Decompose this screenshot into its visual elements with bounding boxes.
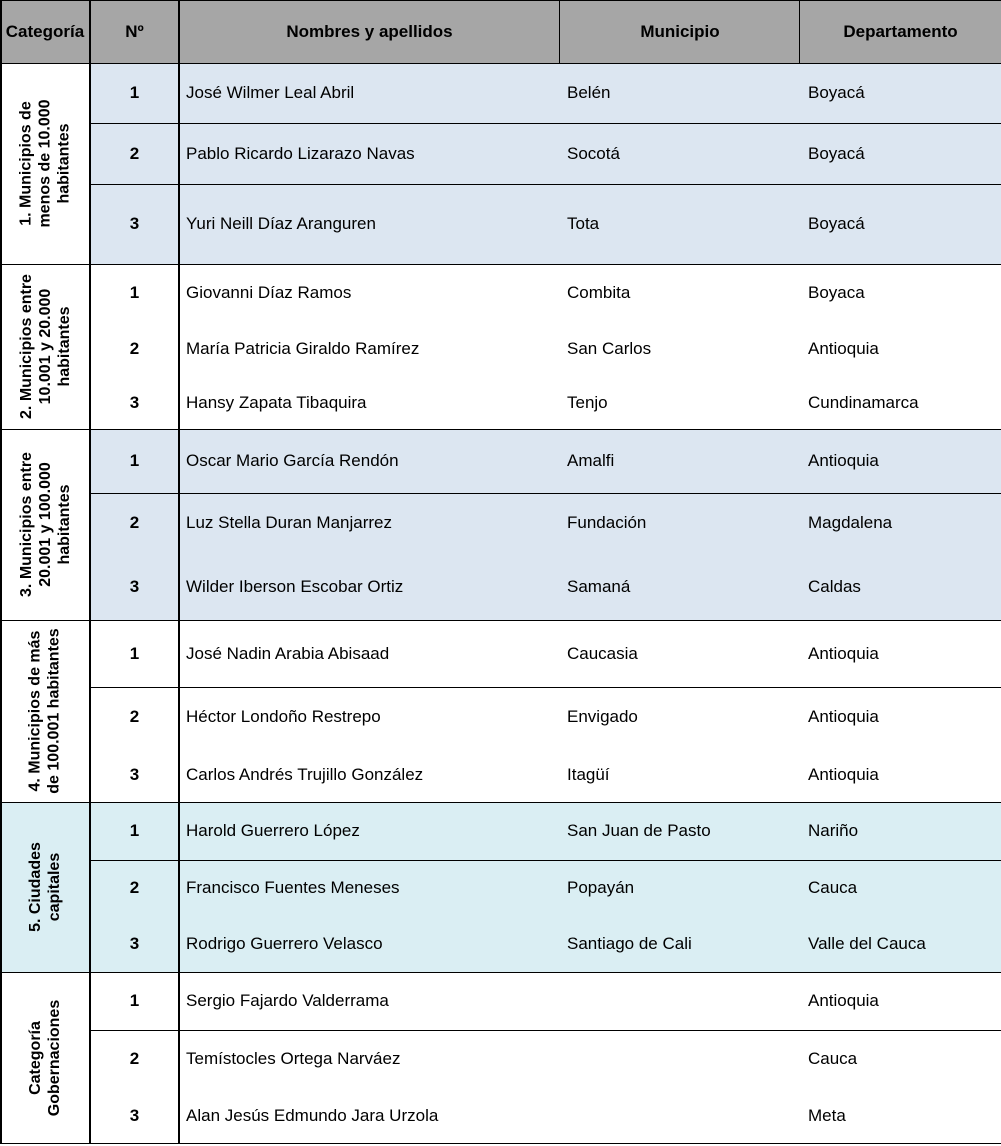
row-nombre: José Wilmer Leal Abril [186, 83, 355, 102]
row-nombre: María Patricia Giraldo Ramírez [186, 339, 420, 358]
row-number: 3 [129, 577, 140, 596]
row-departamento: Boyacá [808, 214, 865, 233]
row-departamento: Antioquia [808, 339, 879, 358]
header-departamento: Departamento [800, 0, 1001, 63]
row-number: 3 [129, 214, 140, 233]
header-divider [799, 0, 800, 63]
row-municipio: Tota [567, 214, 600, 233]
category-label: 1. Municipios de menos de 10.000 habitantes [17, 99, 73, 228]
row-number: 2 [129, 1049, 140, 1068]
row-departamento: Magdalena [808, 513, 893, 532]
row-number: 1 [129, 991, 140, 1010]
group-divider [0, 1143, 1001, 1144]
row-number: 3 [129, 1106, 140, 1125]
row-departamento: Meta [808, 1106, 846, 1125]
category-label: Categoría Gobernaciones [27, 999, 64, 1116]
row-nombre: Giovanni Díaz Ramos [186, 283, 352, 302]
row-number: 1 [129, 644, 140, 663]
row-number: 1 [129, 83, 140, 102]
category-cell [0, 429, 90, 620]
row-municipio: Belén [567, 83, 611, 102]
row-departamento: Antioquia [808, 707, 879, 726]
row-divider [90, 860, 1001, 861]
row-divider [90, 1030, 1001, 1031]
row-number: 3 [129, 934, 140, 953]
row-number: 3 [129, 765, 140, 784]
row-number: 2 [129, 707, 140, 726]
row-municipio: Fundación [567, 513, 647, 532]
category-cell [0, 972, 90, 1143]
group-divider [0, 429, 1001, 430]
row-departamento: Boyacá [808, 144, 865, 163]
row-departamento: Antioquia [808, 991, 879, 1010]
row-municipio: Samaná [567, 577, 631, 596]
row-municipio: Itagüí [567, 765, 610, 784]
row-municipio: San Juan de Pasto [567, 821, 711, 840]
row-departamento: Valle del Cauca [808, 934, 926, 953]
row-number: 2 [129, 513, 140, 532]
row-municipio: Amalfi [567, 451, 615, 470]
header-numero: Nº [90, 0, 179, 63]
row-nombre: Oscar Mario García Rendón [186, 451, 399, 470]
row-number: 2 [129, 339, 140, 358]
row-municipio: San Carlos [567, 339, 652, 358]
header-categoria: Categoría [0, 0, 90, 63]
group-divider [0, 63, 1001, 64]
row-nombre: José Nadin Arabia Abisaad [186, 644, 390, 663]
category-label: 4. Municipios de más de 100.001 habitantes [27, 628, 64, 794]
category-cell [0, 802, 90, 972]
row-number: 2 [129, 878, 140, 897]
row-departamento: Cauca [808, 878, 858, 897]
row-number: 3 [129, 393, 140, 412]
category-label: 3. Municipios entre 20.001 y 100.000 habitantes [17, 452, 73, 597]
row-nombre: Carlos Andrés Trujillo González [186, 765, 424, 784]
row-municipio: Santiago de Cali [567, 934, 692, 953]
row-municipio: Combita [567, 283, 631, 302]
row-nombre: Rodrigo Guerrero Velasco [186, 934, 383, 953]
row-departamento: Nariño [808, 821, 859, 840]
row-number: 1 [129, 451, 140, 470]
row-nombre: Wilder Iberson Escobar Ortiz [186, 577, 404, 596]
number-column-border [178, 0, 180, 1144]
row-municipio: Tenjo [567, 393, 608, 412]
row-nombre: Francisco Fuentes Meneses [186, 878, 400, 897]
row-nombre: Hansy Zapata Tibaquira [186, 393, 367, 412]
row-departamento: Boyacá [808, 83, 865, 102]
category-label: 2. Municipios entre 10.001 y 20.000 habitantes [17, 274, 73, 419]
group-divider [0, 620, 1001, 621]
row-nombre: Yuri Neill Díaz Aranguren [186, 214, 376, 233]
row-nombre: Alan Jesús Edmundo Jara Urzola [186, 1106, 439, 1125]
header-divider [559, 0, 560, 63]
category-cell [0, 620, 90, 802]
row-departamento: Antioquia [808, 765, 879, 784]
row-nombre: Pablo Ricardo Lizarazo Navas [186, 144, 415, 163]
table-left-border [0, 0, 2, 1144]
table-top-border [0, 0, 1001, 1]
row-divider [90, 687, 1001, 688]
header-nombres: Nombres y apellidos [179, 0, 560, 63]
group-divider [0, 264, 1001, 265]
row-divider [90, 493, 1001, 494]
row-divider [90, 123, 1001, 124]
group-divider [0, 802, 1001, 803]
group-divider [0, 972, 1001, 973]
row-divider [90, 184, 1001, 185]
row-departamento: Caldas [808, 577, 861, 596]
row-municipio: Popayán [567, 878, 635, 897]
row-municipio: Envigado [567, 707, 638, 726]
row-nombre: Luz Stella Duran Manjarrez [186, 513, 392, 532]
category-cell [0, 63, 90, 264]
header-municipio: Municipio [560, 0, 800, 63]
category-column-border [89, 0, 91, 1144]
row-nombre: Héctor Londoño Restrepo [186, 707, 381, 726]
row-municipio: Caucasia [567, 644, 638, 663]
row-departamento: Antioquia [808, 644, 879, 663]
row-nombre: Harold Guerrero López [186, 821, 360, 840]
row-number: 2 [129, 144, 140, 163]
row-departamento: Antioquia [808, 451, 879, 470]
row-departamento: Cundinamarca [808, 393, 919, 412]
row-nombre: Temístocles Ortega Narváez [186, 1049, 401, 1068]
row-municipio: Socotá [567, 144, 620, 163]
row-number: 1 [129, 821, 140, 840]
row-departamento: Boyaca [808, 283, 865, 302]
category-cell [0, 264, 90, 429]
row-departamento: Cauca [808, 1049, 858, 1068]
row-number: 1 [129, 283, 140, 302]
row-nombre: Sergio Fajardo Valderrama [186, 991, 389, 1010]
category-label: 5. Ciudades capitales [27, 842, 63, 932]
